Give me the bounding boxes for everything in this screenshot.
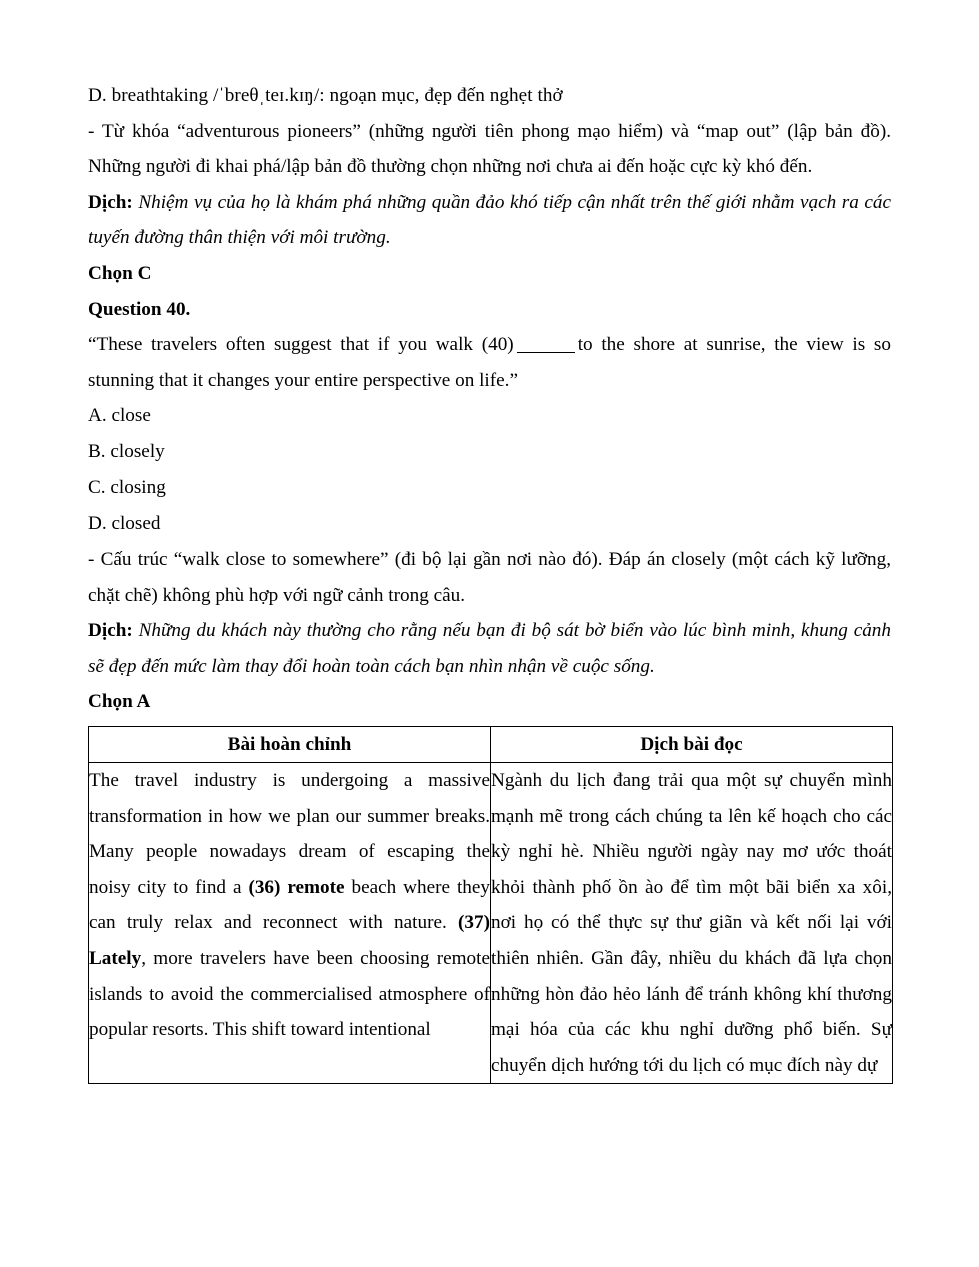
passage-english-text	[89, 763, 490, 1048]
option-b: B. closely	[88, 441, 165, 463]
table-header-row	[89, 726, 893, 762]
translation-question-39	[88, 185, 891, 256]
vocab-option-d: D. breathtaking /ˈbreθˌteɪ.kɪŋ/: ngoạn mục, đẹp đến nghẹt thở	[88, 85, 563, 106]
reading-passage-table	[88, 726, 893, 1084]
column-header-translation: Dịch bài đọc	[491, 726, 893, 762]
passage-vietnamese-text: Ngành du lịch đang trải qua một sự chuyển mình mạnh mẽ trong cách chúng ta lên kế hoạch cho các kỳ nghỉ hè. Nhiều người ngày nay mơ ước thoát khỏi thành phố ồn ào để tìm một bãi biển xa xôi, nơi họ có thể thực sự thư giãn và kết nối lại với thiên nhiên. Gần đây, nhiều du khách đã lựa chọn những hòn đảo hẻo lánh để tránh không khí thương mại hóa của các khu nghỉ dưỡng phổ biến. Sự chuyển dịch hướng tới du lịch có mục đích này dự	[491, 769, 892, 1076]
table-row	[89, 762, 893, 1083]
passage-answer-token: (37) Lately	[89, 912, 490, 969]
translation-label: Dịch:	[88, 620, 133, 642]
translation-label: Dịch:	[88, 191, 133, 213]
translation-text: Những du khách này thường cho rằng nếu bạn đi bộ sát bờ biển vào lúc bình minh, khung cảnh sẽ đẹp đến mức làm thay đổi hoàn toàn cách bạn nhìn nhận về cuộc sống.	[88, 620, 891, 677]
explanation-question-39: - Từ khóa “adventurous pioneers” (những người tiên phong mạo hiểm) và “map out” (lập bản đồ). Những người đi khai phá/lập bản đồ thường chọn những nơi chưa ai đến hoặc cực kỳ khó đến.	[88, 120, 891, 178]
passage-text-segment: The travel industry is undergoing a massive transformation in how we plan our summer breaks. Many people nowadays dream of escaping the noisy city to find a	[89, 769, 490, 898]
translation-question-40	[88, 613, 891, 684]
question-40-heading: Question 40.	[88, 298, 191, 320]
question-40-stem	[88, 327, 891, 398]
option-a: A. close	[88, 405, 151, 427]
passage-answer-token: (36) remote	[248, 876, 345, 898]
option-d: D. closed	[88, 513, 161, 535]
passage-vietnamese-cell	[491, 762, 893, 1083]
option-c: C. closing	[88, 477, 166, 499]
column-header-original: Bài hoàn chỉnh	[89, 726, 491, 762]
stem-after-blank: to the shore at sunrise, the view is so stunning that it changes your entire perspective on life.”	[88, 334, 891, 391]
answer-question-39: Chọn C	[88, 262, 152, 284]
answer-blank	[517, 352, 575, 353]
passage-text-segment: , more travelers have been choosing remote islands to avoid the commercialised atmosphere of popular resorts. This shift toward intentional	[89, 947, 490, 1041]
translation-text: Nhiệm vụ của họ là khám phá những quần đảo khó tiếp cận nhất trên thế giới nhằm vạch ra các tuyến đường thân thiện với môi trường.	[88, 191, 892, 249]
answer-question-40: Chọn A	[88, 691, 151, 713]
explanation-question-40: - Cấu trúc “walk close to somewhere” (đi bộ lại gần nơi nào đó). Đáp án closely (một cách kỹ lưỡng, chặt chẽ) không phù hợp với ngữ cảnh trong câu.	[88, 548, 891, 606]
passage-english-cell	[89, 762, 491, 1083]
stem-before-blank: “These travelers often suggest that if you walk (40)	[88, 334, 514, 356]
passage-text-segment: beach where they can truly relax and reconnect with nature.	[89, 876, 491, 934]
